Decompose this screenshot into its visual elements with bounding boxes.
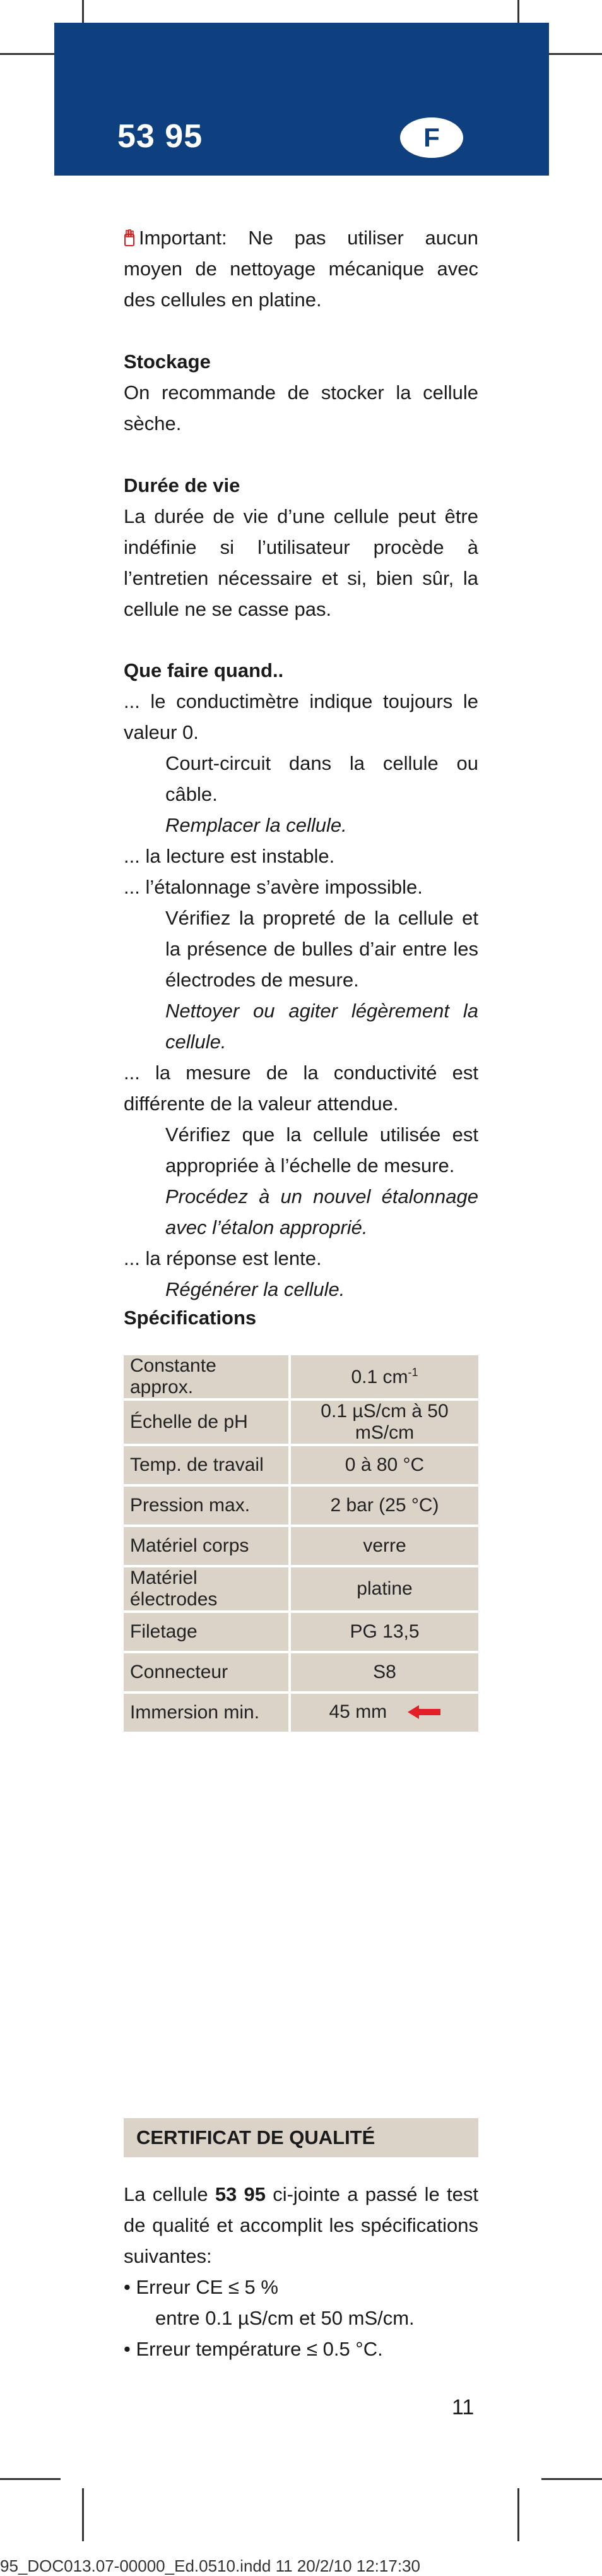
spec-value: 0.1 $cm^{-1}$: [288, 1355, 478, 1398]
section-heading: Durée de vie: [124, 474, 240, 496]
page-header: [54, 23, 549, 176]
spec-label: Filetage: [124, 1613, 288, 1651]
spec-value: verre: [288, 1527, 478, 1565]
language-badge: F: [400, 117, 463, 158]
table-row: [124, 1694, 478, 1732]
crop-mark: [0, 53, 61, 55]
spec-label: Immersion min.: [124, 1694, 288, 1732]
lifetime-section: [124, 470, 478, 625]
remedy-text: Nettoyer ou agiter légèrement la cellule.: [165, 1000, 478, 1053]
case-text: ... le conductimètre indique toujours le valeur 0.: [124, 690, 478, 743]
case-text: ... la mesure de la conductivité est différente de la valeur attendue.: [124, 1062, 478, 1115]
spec-value: S8: [288, 1653, 478, 1691]
spec-value: 2 bar (25 °C): [288, 1487, 478, 1525]
table-row: [124, 1653, 478, 1691]
crop-mark: [541, 2478, 602, 2480]
spec-value: platine: [288, 1567, 478, 1610]
important-note: [124, 222, 478, 315]
certificate-heading: CERTIFICAT DE QUALITÉ: [124, 2118, 478, 2157]
cause-text: Vérifiez que la cellule utilisée est appropriée à l’échelle de mesure.: [165, 1123, 478, 1177]
table-row: [124, 1487, 478, 1525]
crop-mark: [541, 53, 602, 55]
case-text: ... la lecture est instable.: [124, 845, 335, 867]
crop-mark: [0, 2478, 61, 2480]
table-row: [124, 1567, 478, 1610]
troubleshooting-section: [124, 655, 478, 1305]
remedy-text: Procédez à un nouvel étalonnage avec l’étalon approprié.: [165, 1185, 478, 1238]
spec-value: PG 13,5: [288, 1613, 478, 1651]
specs-heading-block: [124, 1302, 478, 1333]
spec-value: 0 à 80 °C: [288, 1446, 478, 1484]
warning-hand-icon: [124, 225, 135, 243]
spec-label: Matériel électrodes: [124, 1567, 288, 1610]
bullet-item: • Erreur température ≤ 0.5 °C.: [124, 2338, 383, 2360]
spec-label: Échelle de pH: [124, 1401, 288, 1444]
case-text: ... l’étalonnage s’avère impossible.: [124, 876, 423, 898]
lifetime-text: La durée de vie d’une cellule peut être indéfinie si l’utilisateur procède à l’entretien nécessaire et si, bien sûr, la cellule ne se casse pas.: [124, 505, 478, 620]
spec-value: 0.1 µS/cm à 50 mS/cm: [288, 1401, 478, 1444]
table-row: [124, 1613, 478, 1651]
spec-label: Temp. de travail: [124, 1446, 288, 1484]
storage-section: [124, 346, 478, 439]
certificate-body: [124, 2179, 478, 2364]
table-row: [124, 1401, 478, 1444]
crop-mark: [517, 2488, 519, 2541]
certificate-intro: La cellule 53 95 ci-jointe a passé le test de qualité et accomplit les spécifications suivantes:: [124, 2183, 478, 2267]
table-row: [124, 1355, 478, 1398]
storage-text: On recommande de stocker la cellule sèche.: [124, 381, 478, 434]
cause-text: Court-circuit dans la cellule ou câble.: [165, 752, 478, 805]
spec-label: Pression max.: [124, 1487, 288, 1525]
product-code: 53 95: [117, 118, 203, 155]
section-heading: Spécifications: [124, 1307, 257, 1329]
spec-label: Constante approx.: [124, 1355, 288, 1398]
crop-mark: [82, 2488, 84, 2541]
section-heading: Que faire quand..: [124, 659, 284, 681]
red-arrow-icon: [408, 1703, 440, 1724]
table-row: [124, 1446, 478, 1484]
important-text: Important: Ne pas utiliser aucun moyen de nettoyage mécanique avec des cellules en platine.: [124, 227, 478, 311]
spec-label: Matériel corps: [124, 1527, 288, 1565]
spec-value: 45 mm: [288, 1694, 478, 1732]
section-heading: Stockage: [124, 350, 211, 373]
cause-text: Vérifiez la propreté de la cellule et la présence de bulles d’air entre les électrodes de mesure.: [165, 907, 478, 991]
case-text: ... la réponse est lente.: [124, 1247, 322, 1269]
specifications-table: [124, 1353, 478, 1734]
table-row: [124, 1527, 478, 1565]
spec-label: Connecteur: [124, 1653, 288, 1691]
bullet-detail: entre 0.1 µS/cm et 50 mS/cm.: [155, 2307, 415, 2329]
page-number: 11: [452, 2395, 475, 2419]
remedy-text: Régénérer la cellule.: [165, 1278, 345, 1300]
remedy-text: Remplacer la cellule.: [165, 814, 347, 836]
bullet-item: • Erreur CE ≤ 5 %: [124, 2276, 278, 2298]
print-slug: 95_DOC013.07-00000_Ed.0510.indd 11 20/2/10 12:17:30: [0, 2556, 420, 2575]
